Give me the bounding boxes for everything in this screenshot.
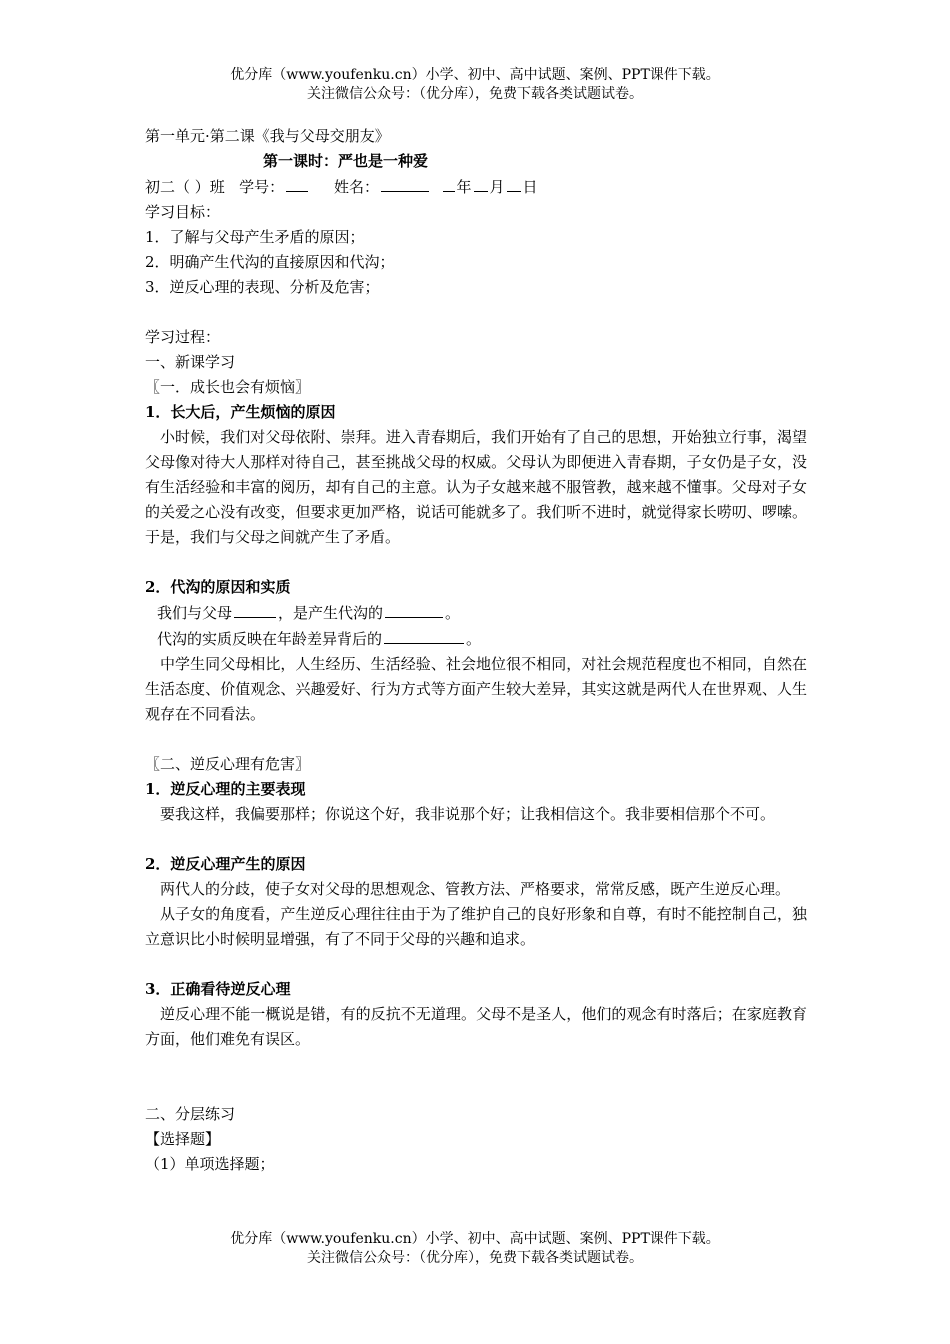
header-line-2: 关注微信公众号：（优分库），免费下载各类试题试卷。	[307, 86, 643, 102]
lesson-title: 第一课时：严也是一种爱	[263, 152, 429, 170]
section1-heading-1: 1．长大后，产生烦恼的原因	[145, 403, 336, 421]
student-info-line	[145, 174, 807, 200]
day-blank[interactable]	[507, 174, 521, 192]
fill-blank[interactable]	[385, 600, 443, 618]
fill-line-1	[145, 600, 807, 626]
section2-heading-1: 1．逆反心理的主要表现	[145, 780, 306, 798]
section1-paragraph-2: 中学生同父母相比，人生经历、生活经验、社会地位很不相同，对社会规范程度也不相同，自然在生活态度、价值观念、兴趣爱好、行为方式等方面产生较大差异，其实这就是两代人在世界观、人生观存在不同看法。	[145, 655, 807, 723]
name-label: 姓名：	[333, 178, 379, 196]
goal-item: 3．逆反心理的表现、分析及危害；	[145, 278, 380, 296]
footer-line-1: 优分库（www.youfenku.cn）小学、初中、高中试题、案例、PPT课件下载。	[230, 1231, 720, 1247]
year-blank[interactable]	[443, 174, 455, 192]
fill-text: 我们与父母	[157, 604, 233, 622]
choice-label: 【选择题】	[145, 1130, 221, 1148]
part1-label: 一、新课学习	[145, 353, 236, 371]
section2-paragraph-2: 两代人的分歧，使子女对父母的思想观念、管教方法、严格要求，常常反感，既产生逆反心理。	[160, 880, 791, 898]
fill-blank[interactable]	[384, 626, 464, 644]
goal-item: 2．明确产生代沟的直接原因和代沟；	[145, 253, 395, 271]
section2-title: 〖二、逆反心理有危害〗	[145, 755, 311, 773]
single-choice-label: （1）单项选择题；	[145, 1155, 275, 1173]
goals-label: 学习目标：	[145, 203, 221, 221]
section1-paragraph-1: 小时候，我们对父母依附、崇拜。进入青春期后，我们开始有了自己的思想，开始独立行事，渴望父母像对待大人那样对待自己，甚至挑战父母的权威。父母认为即便进入青春期，子女仍是子女，没有生活经验和丰富的阅历，却有自己的主意。认为子女越来越不服管教，越来越不懂事。父母对子女的关爱之心没有改变，但要求更加严格，说话可能就多了。我们听不进时，就觉得家长唠叨、啰嗦。于是，我们与父母之间就产生了矛盾。	[145, 428, 807, 546]
month-blank[interactable]	[474, 174, 488, 192]
section2-heading-2: 2．逆反心理产生的原因	[145, 855, 306, 873]
section2-paragraph-3: 从子女的角度看，产生逆反心理往往由于为了维护自己的良好形象和自尊，有时不能控制自己，独立意识比小时候明显增强，有了不同于父母的兴趣和追求。	[145, 905, 807, 948]
part2-label: 二、分层练习	[145, 1105, 236, 1123]
fill-text: 。	[466, 630, 482, 648]
month-label: 月	[489, 178, 505, 196]
id-label: 学号：	[239, 178, 285, 196]
fill-text: 代沟的实质反映在年龄差异背后的	[157, 630, 383, 648]
goal-item: 1．了解与父母产生矛盾的原因；	[145, 228, 365, 246]
fill-blank[interactable]	[234, 600, 276, 618]
section1-title: 〖一．成长也会有烦恼〗	[145, 378, 311, 396]
fill-line-2	[145, 626, 807, 652]
footer-line-2: 关注微信公众号：（优分库），免费下载各类试题试卷。	[307, 1250, 643, 1266]
name-blank[interactable]	[381, 174, 429, 192]
document-body	[145, 124, 807, 1177]
header-line-1: 优分库（www.youfenku.cn）小学、初中、高中试题、案例、PPT课件下载。	[230, 67, 720, 83]
page-header	[0, 66, 950, 104]
class-label: 初二（ ）班	[145, 178, 225, 196]
process-label: 学习过程：	[145, 328, 221, 346]
section2-paragraph-4: 逆反心理不能一概说是错，有的反抗不无道理。父母不是圣人，他们的观念有时落后；在家庭教育方面，他们难免有误区。	[145, 1005, 807, 1048]
unit-title: 第一单元·第二课《我与父母交朋友》	[145, 127, 390, 145]
section2-heading-3: 3．正确看待逆反心理	[145, 980, 291, 998]
fill-text: 。	[445, 604, 461, 622]
year-label: 年	[456, 178, 472, 196]
section1-heading-2: 2．代沟的原因和实质	[145, 578, 291, 596]
page-footer	[0, 1230, 950, 1268]
section2-paragraph-1: 要我这样，我偏要那样；你说这个好，我非说那个好；让我相信这个。我非要相信那个不可。	[160, 805, 776, 823]
fill-text: ，是产生代沟的	[278, 604, 384, 622]
day-label: 日	[522, 178, 538, 196]
id-blank[interactable]	[286, 174, 308, 192]
